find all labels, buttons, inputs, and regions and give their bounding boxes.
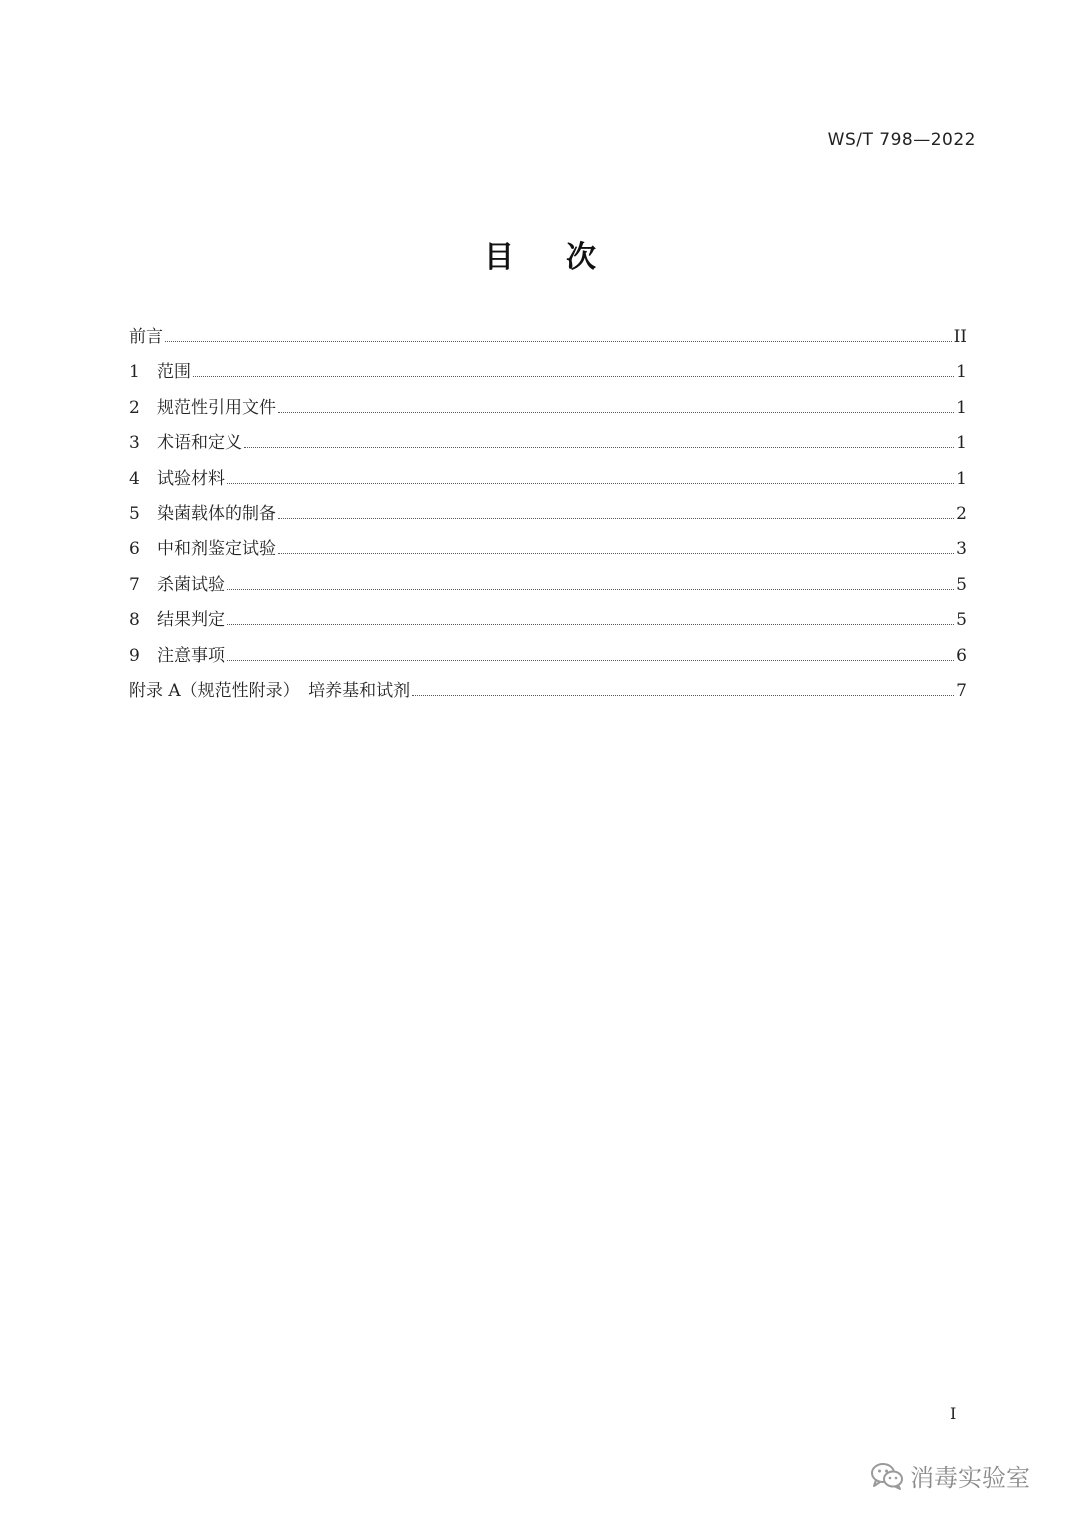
toc-entry-label: 规范性引用文件 <box>157 397 276 418</box>
toc-entry-page: II <box>953 327 967 347</box>
table-of-contents <box>129 322 967 711</box>
toc-entry-page: 1 <box>956 468 967 489</box>
toc-leader-dots <box>193 375 954 377</box>
toc-entry-appendix-a[interactable] <box>129 676 967 711</box>
toc-entry-label: 结果判定 <box>157 610 225 631</box>
page-number: I <box>950 1404 957 1423</box>
toc-entry-page: 3 <box>956 539 967 560</box>
toc-entry-label: 杀菌试验 <box>157 574 225 595</box>
page-title: 目次 <box>484 240 648 275</box>
toc-entry-page: 2 <box>956 503 967 524</box>
toc-entry-label: 注意事项 <box>157 645 225 666</box>
toc-entry-3[interactable] <box>129 428 967 463</box>
toc-entry-8[interactable] <box>129 605 967 640</box>
toc-leader-dots <box>278 411 954 413</box>
toc-entry-5[interactable] <box>129 499 967 534</box>
toc-entry-label: 中和剂鉴定试验 <box>157 539 276 560</box>
toc-entry-number: 3 <box>129 433 140 454</box>
toc-entry-7[interactable] <box>129 570 967 605</box>
toc-leader-dots <box>278 517 954 519</box>
toc-entry-6[interactable] <box>129 534 967 569</box>
standard-code: WS/T 798—2022 <box>827 130 976 150</box>
toc-entry-1[interactable] <box>129 357 967 392</box>
toc-entry-label: 范围 <box>157 362 191 383</box>
toc-leader-dots <box>227 482 954 484</box>
watermark <box>870 1458 1030 1493</box>
toc-entry-page: 5 <box>956 610 967 631</box>
toc-entry-number: 5 <box>129 503 140 524</box>
toc-entry-number: 4 <box>129 468 140 489</box>
toc-leader-dots <box>244 446 954 448</box>
toc-entry-number: 8 <box>129 610 140 631</box>
toc-entry-label: 附录 A（规范性附录） 培养基和试剂 <box>129 680 411 701</box>
toc-entry-label: 染菌载体的制备 <box>157 503 276 524</box>
toc-entry-foreword[interactable] <box>129 322 967 357</box>
wechat-icon <box>870 1461 904 1491</box>
toc-entry-page: 1 <box>956 397 967 418</box>
toc-leader-dots <box>165 340 952 342</box>
toc-entry-page: 5 <box>956 574 967 595</box>
toc-entry-label: 试验材料 <box>157 468 225 489</box>
toc-entry-number: 7 <box>129 574 140 595</box>
toc-entry-label: 术语和定义 <box>157 433 242 454</box>
toc-entry-page: 1 <box>956 362 967 383</box>
toc-leader-dots <box>278 552 954 554</box>
toc-leader-dots <box>227 588 954 590</box>
toc-leader-dots <box>227 623 954 625</box>
toc-entry-label: 前言 <box>129 327 163 347</box>
toc-entry-number: 2 <box>129 397 140 418</box>
toc-entry-2[interactable] <box>129 393 967 428</box>
toc-entry-page: 7 <box>956 680 967 701</box>
toc-entry-page: 6 <box>956 645 967 666</box>
toc-entry-number: 9 <box>129 645 140 666</box>
toc-entry-page: 1 <box>956 433 967 454</box>
toc-entry-number: 1 <box>129 362 140 383</box>
toc-entry-number: 6 <box>129 539 140 560</box>
toc-entry-4[interactable] <box>129 464 967 499</box>
toc-entry-9[interactable] <box>129 641 967 676</box>
toc-leader-dots <box>412 694 954 696</box>
toc-leader-dots <box>227 659 954 661</box>
watermark-text: 消毒实验室 <box>910 1464 1030 1492</box>
